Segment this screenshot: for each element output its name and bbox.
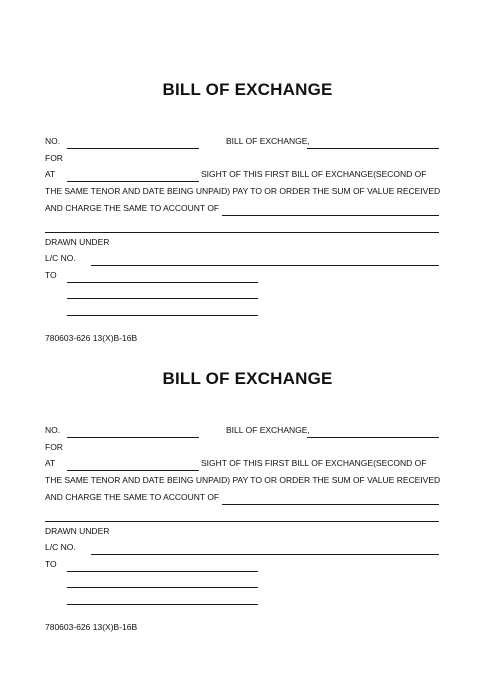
tenor-text: THE SAME TENOR AND DATE BEING UNPAID) PAY TO OR ORDER THE SUM OF VALUE RECEIVED [45, 475, 441, 485]
full-width-field[interactable] [45, 521, 439, 522]
to-label: TO [45, 559, 57, 569]
drawn-under-label: DRAWN UNDER [45, 237, 110, 247]
at-field[interactable] [67, 470, 199, 471]
for-label: FOR [45, 442, 63, 452]
form-title: BILL OF EXCHANGE [162, 369, 333, 388]
date-field[interactable] [307, 148, 439, 149]
for-label: FOR [45, 153, 63, 163]
form-code: 780603-626 13(X)B-16B [45, 333, 138, 343]
account-field[interactable] [222, 504, 439, 505]
lc-no-field[interactable] [91, 265, 439, 266]
lc-no-label: L/C NO. [45, 253, 76, 263]
bill-of-exchange-form-1 [0, 0, 495, 343]
account-field[interactable] [222, 215, 439, 216]
to-field-line-1[interactable] [67, 282, 258, 283]
lc-no-field[interactable] [91, 554, 439, 555]
to-field-line-3[interactable] [67, 604, 258, 605]
at-field[interactable] [67, 181, 199, 182]
drawn-under-label: DRAWN UNDER [45, 526, 110, 536]
full-width-field[interactable] [45, 232, 439, 233]
lc-no-label: L/C NO. [45, 542, 76, 552]
no-label: NO. [45, 425, 61, 435]
form-title: BILL OF EXCHANGE [162, 80, 333, 99]
no-field[interactable] [67, 437, 199, 438]
at-label: AT [45, 458, 56, 468]
date-field[interactable] [307, 437, 439, 438]
tenor-text: THE SAME TENOR AND DATE BEING UNPAID) PAY TO OR ORDER THE SUM OF VALUE RECEIVED [45, 186, 441, 196]
bill-of-exchange-label: BILL OF EXCHANGE, [226, 425, 310, 435]
charge-text: AND CHARGE THE SAME TO ACCOUNT OF [45, 492, 220, 502]
sight-text: SIGHT OF THIS FIRST BILL OF EXCHANGE(SECOND OF [201, 458, 427, 468]
form-code: 780603-626 13(X)B-16B [45, 622, 138, 632]
to-field-line-1[interactable] [67, 571, 258, 572]
at-label: AT [45, 169, 56, 179]
to-field-line-2[interactable] [67, 587, 258, 588]
charge-text: AND CHARGE THE SAME TO ACCOUNT OF [45, 203, 220, 213]
no-label: NO. [45, 136, 61, 146]
bill-of-exchange-label: BILL OF EXCHANGE, [226, 136, 310, 146]
sight-text: SIGHT OF THIS FIRST BILL OF EXCHANGE(SECOND OF [201, 169, 427, 179]
bill-of-exchange-form-2 [0, 289, 495, 632]
no-field[interactable] [67, 148, 199, 149]
to-label: TO [45, 270, 57, 280]
